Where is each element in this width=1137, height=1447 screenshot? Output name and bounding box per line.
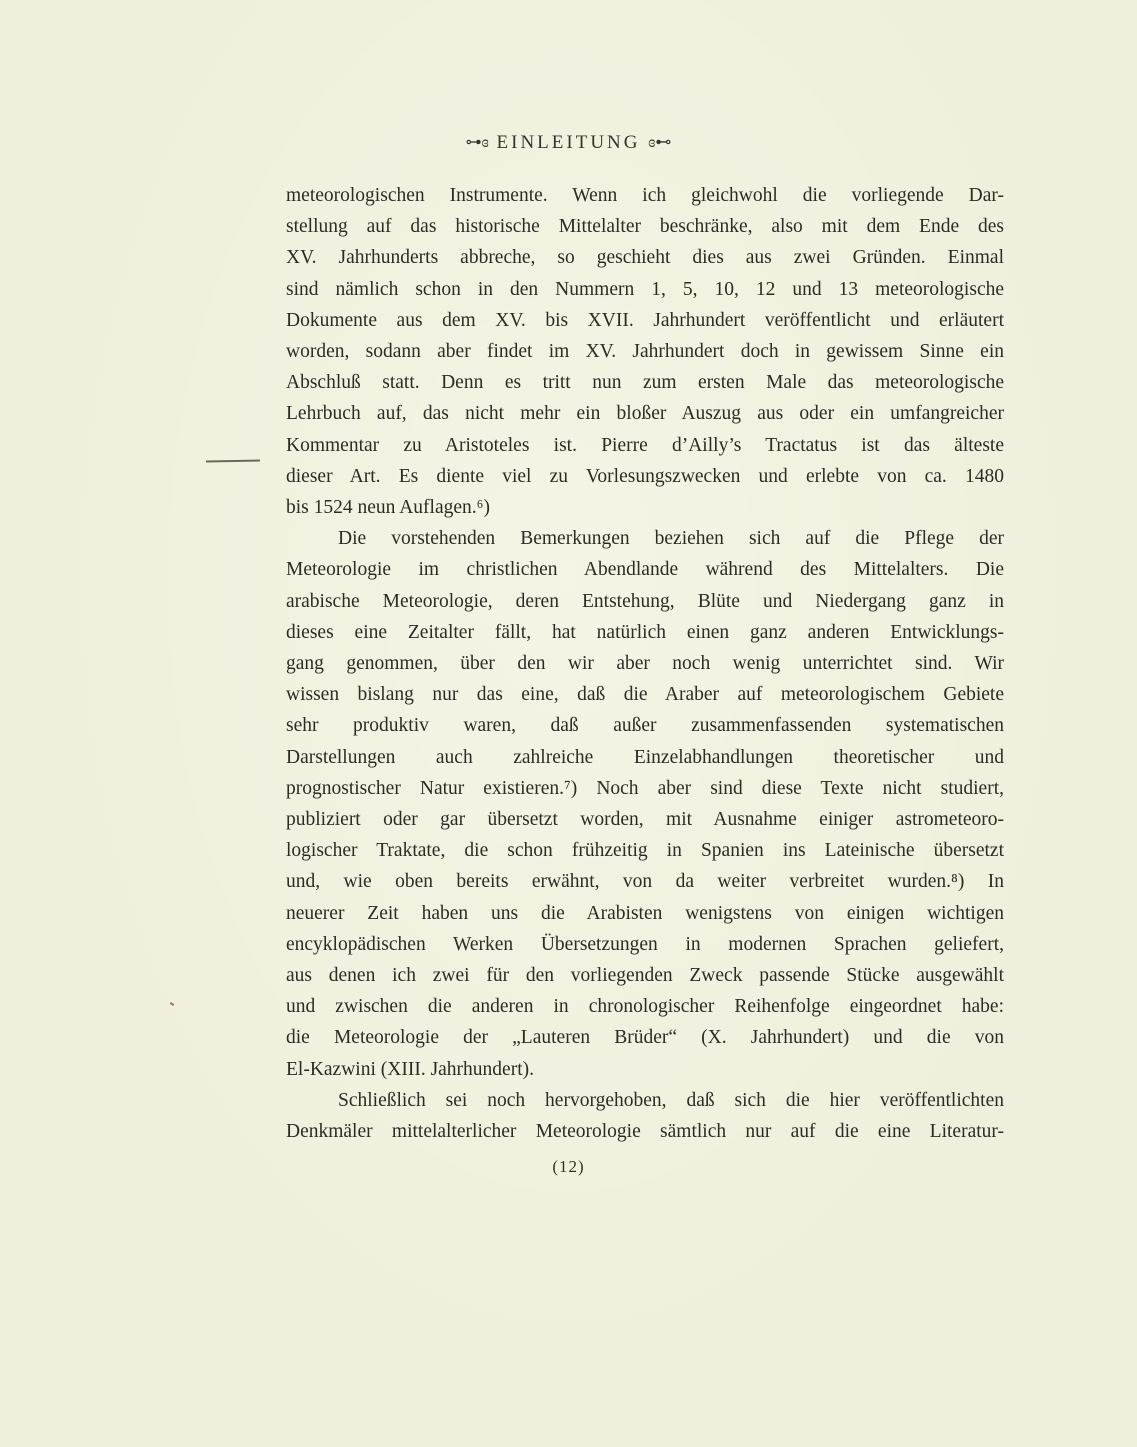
text-line: Darstellungen auch zahlreiche Einzelabhandlungen theoretischer und: [286, 746, 1004, 768]
paragraph-3: [286, 1085, 1004, 1147]
text-line: encyklopädischen Werken Übersetzungen in modernen Sprachen geliefert,: [286, 933, 1004, 955]
running-header: [0, 132, 1137, 154]
text-line: sind nämlich schon in den Nummern 1, 5, 10, 12 und 13 meteorologische: [286, 278, 1004, 300]
margin-ink-speck: [170, 1002, 174, 1006]
text-line: dieses eine Zeitalter fällt, hat natürlich einen ganz anderen Entwicklungs-: [286, 621, 1004, 643]
text-line: Meteorologie im christlichen Abendlande während des Mittelalters. Die: [286, 559, 1004, 581]
text-line: Schließlich sei noch hervorgehoben, daß sich die hier veröffentlichten: [338, 1089, 1004, 1111]
text-line: Lehrbuch auf, das nicht mehr ein bloßer Auszug aus oder ein umfangreicher: [286, 403, 1004, 425]
text-line: Die vorstehenden Bemerkungen beziehen sich auf die Pflege der: [338, 528, 1004, 550]
text-line: arabische Meteorologie, deren Entstehung, Blüte und Niedergang ganz in: [286, 590, 1004, 612]
body-text: [286, 180, 1004, 1147]
text-line: worden, sodann aber findet im XV. Jahrhundert doch in gewissem Sinne ein: [286, 341, 1004, 363]
paragraph-2: [286, 523, 1004, 1085]
text-line: dieser Art. Es diente viel zu Vorlesungszwecken und erlebte von ca. 1480: [286, 465, 1004, 487]
text-line: logischer Traktate, die schon frühzeitig in Spanien ins Lateinische übersetzt: [286, 840, 1004, 862]
text-line: stellung auf das historische Mittelalter beschränke, also mit dem Ende des: [286, 216, 1004, 238]
text-line: wissen bislang nur das eine, daß die Araber auf meteorologischem Gebiete: [286, 684, 1004, 706]
text-line: und, wie oben bereits erwähnt, von da weiter verbreitet wurden.⁸) In: [286, 871, 1004, 893]
text-line: prognostischer Natur existieren.⁷) Noch aber sind diese Texte nicht studiert,: [286, 777, 1004, 799]
text-line: Abschluß statt. Denn es tritt nun zum ersten Male das meteorologische: [286, 372, 1004, 394]
text-line: bis 1524 neun Auflagen.⁶): [286, 497, 490, 519]
text-line: die Meteorologie der „Lauteren Brüder“ (X. Jahrhundert) und die von: [286, 1027, 1004, 1049]
page-number: (12): [552, 1157, 585, 1176]
text-line: neuerer Zeit haben uns die Arabisten wenigstens von einigen wichtigen: [286, 902, 1004, 924]
ornament-right-icon: ɞ⊷: [648, 134, 672, 151]
text-line: publiziert oder gar übersetzt worden, mit Ausnahme einiger astrometeoro-: [286, 809, 1004, 831]
text-line: Dokumente aus dem XV. bis XVII. Jahrhundert veröffentlicht und erläutert: [286, 309, 1004, 331]
text-line: und zwischen die anderen in chronologischer Reihenfolge eingeordnet habe:: [286, 996, 1004, 1018]
ornament-left-icon: ⊶ɞ: [465, 134, 489, 151]
text-line: aus denen ich zwei für den vorliegenden Zweck passende Stücke ausgewählt: [286, 965, 1004, 987]
text-line: XV. Jahrhunderts abbreche, so geschieht dies aus zwei Gründen. Einmal: [286, 247, 1004, 269]
paragraph-1: [286, 180, 1004, 523]
text-line: Denkmäler mittelalterlicher Meteorologie sämtlich nur auf die eine Literatur-: [286, 1121, 1004, 1143]
text-line: Kommentar zu Aristoteles ist. Pierre d’Ailly’s Tractatus ist das älteste: [286, 434, 1004, 456]
text-line: gang genommen, über den wir aber noch wenig unterrichtet sind. Wir: [286, 653, 1004, 675]
margin-pencil-mark: [206, 460, 260, 462]
text-line: meteorologischen Instrumente. Wenn ich gleichwohl die vorliegende Dar-: [286, 185, 1004, 206]
header-title: EINLEITUNG: [496, 132, 641, 153]
text-line: El-Kazwini (XIII. Jahrhundert).: [286, 1058, 534, 1080]
text-line: sehr produktiv waren, daß außer zusammenfassenden systematischen: [286, 715, 1004, 737]
